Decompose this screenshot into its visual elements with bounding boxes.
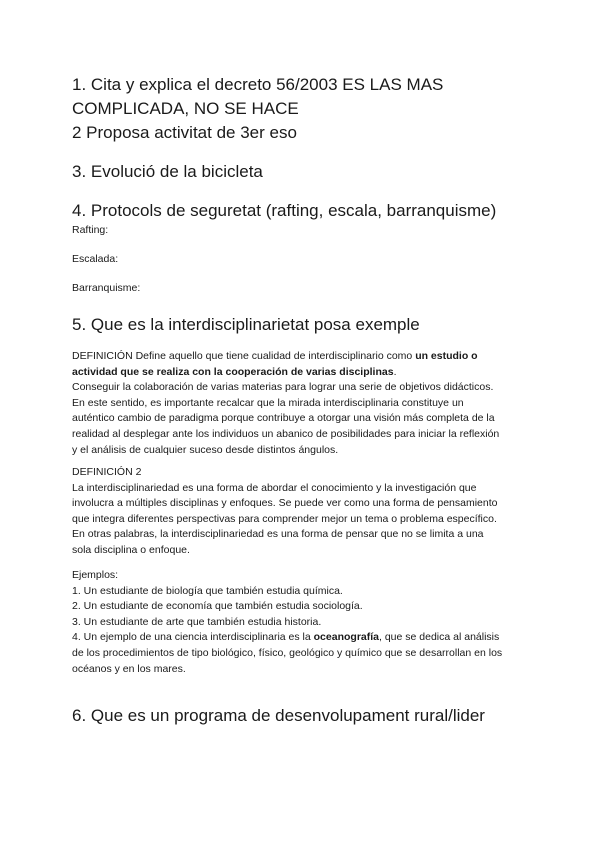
def1-line-3: Conseguir la colaboración de varias materias para lograr una serie de objetivos didácticos. (72, 381, 494, 394)
heading-5: 5. Que es la interdisciplinarietat posa exemple (72, 315, 420, 334)
heading-1-line-1: 1. Cita y explica el decreto 56/2003 ES LAS MAS (72, 75, 444, 94)
protocol-rafting: Rafting: (72, 224, 109, 236)
examples-title: Ejemplos: (72, 569, 119, 581)
heading-4: 4. Protocols de seguretat (rafting, escala, barranquisme) (72, 201, 497, 220)
def2-line-4: En otras palabras, la interdisciplinariedad es una forma de pensar que no se limita a una (72, 528, 484, 541)
examples (72, 568, 532, 677)
protocol-barranquisme: Barranquisme: (72, 282, 141, 294)
example-4-line-2: de los procedimientos de tipo biológico, físico, geológico y químico que se desarrollan en los (72, 646, 503, 659)
heading-3: 3. Evolució de la bicicleta (72, 162, 263, 181)
example-4-line-3: océanos y en los mares. (72, 662, 186, 675)
def1-line-6: realidad al desplegar ante los individuos un abanico de posibilidades para iniciar la reflexión (72, 427, 500, 440)
def1-line-2: actividad que se realiza con la cooperación de varias disciplinas. (72, 365, 397, 378)
def2-line-3: que integra diferentes perspectivas para comprender mejor un tema o problema específico. (72, 512, 497, 525)
def1-line-7: y el análisis de cualquier suceso desde distintos ángulos. (72, 443, 339, 456)
def2-line-1: La interdisciplinariedad es una forma de abordar el conocimiento y la investigación que (72, 481, 477, 494)
def2-line-5: sola disciplina o enfoque. (72, 543, 190, 556)
protocol-escalada: Escalada: (72, 253, 119, 265)
example-3: 3. Un estudiante de arte que también estudia historia. (72, 615, 322, 628)
def2-line-2: involucra a múltiples disciplinas y enfoques. Se puede ver como una forma de pensamiento (72, 497, 498, 510)
example-4-line-1: 4. Un ejemplo de una ciencia interdisciplinaria es la oceanografía, que se dedica al análisis (72, 631, 500, 644)
def1-line-4: En este sentido, es importante recalcar que la mirada interdisciplinaria constituye un (72, 396, 464, 409)
def1-line-1: DEFINICIÓN Define aquello que tiene cualidad de interdisciplinario como un estudio o (72, 350, 478, 362)
example-1: 1. Un estudiante de biología que también estudia química. (72, 584, 343, 597)
def2-title: DEFINICIÓN 2 (72, 466, 142, 478)
definition-1 (72, 349, 532, 458)
example-2: 2. Un estudiante de economía que también estudia sociología. (72, 600, 363, 613)
heading-2: 2 Proposa activitat de 3er eso (72, 123, 297, 142)
def1-line-5: auténtico cambio de paradigma porque contribuye a otorgar una visión más completa de la (72, 412, 495, 425)
definition-2 (72, 465, 532, 559)
heading-1-line-2: COMPLICADA, NO SE HACE (72, 99, 299, 118)
heading-6: 6. Que es un programa de desenvolupament rural/lider (72, 706, 485, 725)
